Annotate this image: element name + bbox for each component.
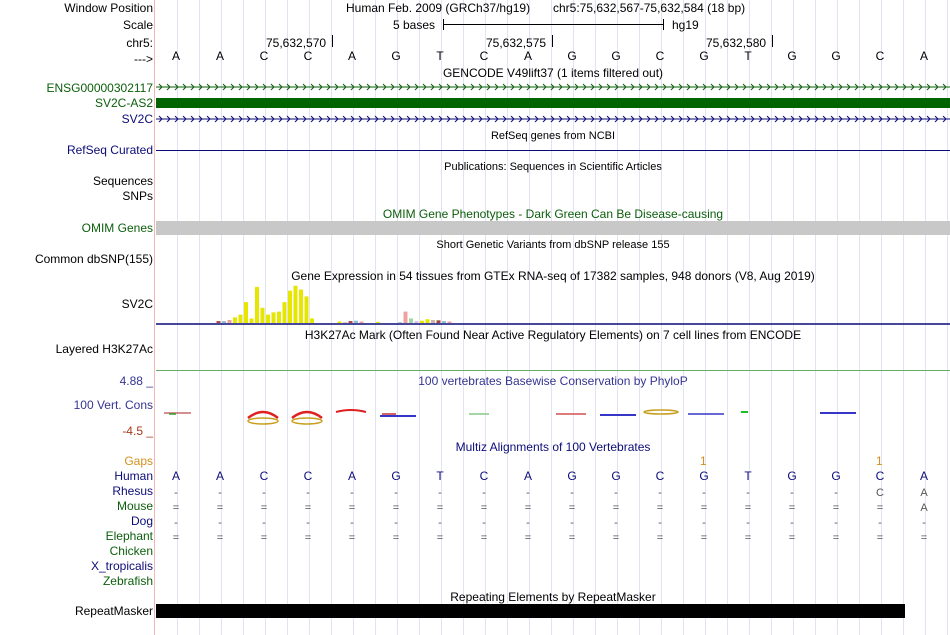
cons-arc-1	[248, 412, 278, 418]
mouse-base: =	[260, 502, 268, 514]
gtex-track-title[interactable]: Gene Expression in 54 tissues from GTEx RNA-seq of 17382 samples, 948 donors (V8, Aug 2019)	[291, 269, 815, 283]
gtex-tissue-bar	[376, 322, 380, 323]
mouse-base: =	[524, 502, 532, 514]
human-base: C	[875, 469, 885, 483]
publications-track-title[interactable]: Publications: Sequences in Scientific Articles	[444, 161, 662, 173]
rhesus-base: -	[746, 487, 750, 499]
gtex-tissue-bars	[217, 286, 452, 323]
rhesus-base: -	[658, 487, 662, 499]
mouse-base: =	[744, 502, 752, 514]
species-human-label[interactable]: Human	[114, 469, 153, 483]
elephant-base: =	[700, 532, 708, 544]
chr-label: chr5:	[126, 36, 153, 50]
ensg-strand-chevrons	[156, 84, 950, 90]
gtex-tissue-bar	[305, 296, 309, 323]
elephant-base: =	[172, 532, 180, 544]
dog-base: -	[218, 517, 222, 529]
rhesus-base: -	[570, 487, 574, 499]
h3k27ac-label[interactable]: Layered H3K27Ac	[55, 342, 153, 356]
sequence-base: C	[655, 49, 665, 63]
mouse-base: =	[832, 502, 840, 514]
repeat-track-title[interactable]: Repeating Elements by RepeatMasker	[450, 590, 656, 604]
gtex-tissue-bar	[217, 321, 221, 323]
gene-label-sv2c[interactable]: SV2C	[121, 112, 153, 126]
gtex-tissue-bar	[415, 321, 419, 323]
gene-ensg-line[interactable]	[156, 82, 950, 92]
position-readout: chr5:75,632,567-75,632,584 (18 bp)	[553, 1, 746, 15]
elephant-base: =	[744, 532, 752, 544]
gtex-tissue-bar	[294, 286, 298, 323]
gap-count: 1	[700, 454, 707, 468]
sequence-base: G	[831, 49, 841, 63]
gtex-tissue-bar	[299, 290, 303, 323]
human-base: T	[436, 469, 444, 483]
gtex-tissue-bar	[338, 321, 342, 323]
mouse-base: =	[172, 502, 180, 514]
sequence-base: A	[215, 49, 224, 63]
mouse-base: =	[216, 502, 224, 514]
dog-base: -	[790, 517, 794, 529]
cons-ring-2	[292, 418, 322, 424]
sequence-base: T	[744, 49, 752, 63]
gtex-tissue-bar	[283, 302, 287, 323]
mouse-base: =	[436, 502, 444, 514]
dog-base: -	[878, 517, 882, 529]
gaps-label[interactable]: Gaps	[124, 454, 153, 468]
elephant-base: =	[480, 532, 488, 544]
gtex-tissue-bar	[349, 321, 353, 323]
human-base: C	[479, 469, 489, 483]
coordinate-2-tick	[552, 35, 553, 47]
mouse-base: =	[876, 502, 884, 514]
dog-base: -	[570, 517, 574, 529]
gtex-tissue-bar	[409, 318, 413, 323]
human-base: A	[171, 469, 180, 483]
human-base: A	[919, 469, 928, 483]
elephant-base: =	[524, 532, 532, 544]
gtex-tissue-bar	[266, 315, 270, 323]
gene-label-ensg[interactable]: ENSG00000302117	[46, 81, 153, 95]
dog-base: -	[746, 517, 750, 529]
elephant-base: =	[568, 532, 576, 544]
dog-base: -	[350, 517, 354, 529]
mouse-base: =	[656, 502, 664, 514]
gtex-tissue-bar	[272, 312, 276, 323]
human-base: G	[831, 469, 841, 483]
sequence-base: A	[523, 49, 532, 63]
rhesus-base: -	[834, 487, 838, 499]
scale-text: 5 bases	[393, 18, 436, 32]
h3k27ac-signal-line[interactable]	[156, 370, 950, 371]
gtex-tissue-bar	[261, 308, 265, 323]
gencode-track-title[interactable]: GENCODE V49lift37 (1 items filtered out)	[442, 66, 664, 80]
sequence-base: G	[391, 49, 401, 63]
sequence-base: A	[919, 49, 928, 63]
cons-label[interactable]: 100 Vert. Cons	[73, 398, 153, 412]
dog-base: -	[438, 517, 442, 529]
sequence-base: A	[347, 49, 356, 63]
gap-count: 1	[876, 454, 883, 468]
window-position-label: Window Position	[64, 1, 153, 15]
dog-base: -	[834, 517, 838, 529]
gtex-tissue-bar	[354, 321, 358, 323]
refseq-gene-line[interactable]	[156, 150, 950, 151]
sv2c-strand-chevrons	[156, 116, 950, 122]
scale-db: hg19	[672, 18, 699, 32]
gtex-tissue-bar	[398, 322, 402, 323]
dog-base: -	[174, 517, 178, 529]
mouse-base: =	[348, 502, 356, 514]
elephant-base: =	[788, 532, 796, 544]
dog-base: -	[922, 517, 926, 529]
dog-base: -	[306, 517, 310, 529]
sequence-base: A	[171, 49, 180, 63]
gene-sv2c-line[interactable]	[156, 114, 950, 124]
gtex-gene-label[interactable]: SV2C	[121, 297, 153, 311]
dog-base: -	[394, 517, 398, 529]
human-base: G	[611, 469, 621, 483]
species-rhesus-label[interactable]: Rhesus	[112, 484, 153, 498]
rhesus-base: -	[526, 487, 530, 499]
species-elephant-label[interactable]: Elephant	[105, 529, 153, 543]
gtex-tissue-bar	[244, 302, 248, 323]
gtex-tissue-bar	[431, 320, 435, 323]
gtex-tissue-bar	[255, 287, 259, 323]
coordinate-3-tick	[772, 35, 773, 47]
gtex-expression-graph[interactable]	[156, 283, 950, 327]
human-base: C	[655, 469, 665, 483]
gtex-tissue-bar	[442, 321, 446, 323]
elephant-base: =	[612, 532, 620, 544]
cons-ring-3	[644, 410, 678, 414]
human-base: A	[347, 469, 356, 483]
sequence-base: C	[875, 49, 885, 63]
sequence-base: G	[567, 49, 577, 63]
sequences-label[interactable]: Sequences	[92, 174, 153, 188]
rhesus-base: -	[262, 487, 266, 499]
gtex-tissue-bar	[448, 321, 452, 323]
scale-bar-right-tick	[663, 19, 664, 30]
rhesus-base: -	[614, 487, 618, 499]
rhesus-base: -	[306, 487, 310, 499]
rhesus-base: -	[482, 487, 486, 499]
gtex-tissue-bar	[250, 318, 254, 323]
mouse-base: =	[612, 502, 620, 514]
cons-min-label: -4.5 _	[122, 424, 153, 438]
refseq-label[interactable]: RefSeq Curated	[66, 143, 153, 157]
sequence-base: C	[479, 49, 489, 63]
elephant-base: =	[392, 532, 400, 544]
species-mouse-label[interactable]: Mouse	[116, 499, 153, 513]
cons-ring-1	[248, 418, 278, 424]
dbsnp-label[interactable]: Common dbSNP(155)	[34, 252, 153, 266]
omim-gene-block[interactable]	[156, 221, 950, 235]
sequence-base: G	[611, 49, 621, 63]
gene-sv2c-as2-block[interactable]	[156, 98, 950, 108]
rhesus-base: -	[438, 487, 442, 499]
gtex-tissue-bar	[239, 315, 243, 323]
rhesus-base: -	[350, 487, 354, 499]
elephant-base: =	[304, 532, 312, 544]
repeatmasker-label[interactable]: RepeatMasker	[74, 604, 153, 618]
gtex-tissue-bar	[233, 317, 237, 323]
elephant-base: =	[832, 532, 840, 544]
human-base: A	[215, 469, 224, 483]
rhesus-base: C	[876, 487, 884, 499]
rhesus-base: -	[790, 487, 794, 499]
h3k27ac-track-title[interactable]: H3K27Ac Mark (Often Found Near Active Regulatory Elements) on 7 cell lines from ENCODE	[304, 328, 802, 342]
elephant-base: =	[656, 532, 664, 544]
mouse-base: =	[392, 502, 400, 514]
human-base: G	[787, 469, 797, 483]
scale-bar	[443, 24, 663, 25]
strand-arrow-label: --->	[134, 52, 153, 66]
scale-label: Scale	[122, 18, 153, 32]
elephant-base: =	[348, 532, 356, 544]
sequence-base: C	[303, 49, 313, 63]
human-base: C	[303, 469, 313, 483]
mouse-base: A	[920, 502, 928, 514]
dog-base: -	[526, 517, 530, 529]
conservation-graph[interactable]	[156, 402, 950, 428]
mouse-base: =	[700, 502, 708, 514]
omim-track-title[interactable]: OMIM Gene Phenotypes - Dark Green Can Be Disease-causing	[382, 207, 724, 221]
sequence-base: C	[259, 49, 269, 63]
human-base: G	[391, 469, 401, 483]
sequence-base: G	[787, 49, 797, 63]
elephant-base: =	[920, 532, 928, 544]
rhesus-base: -	[394, 487, 398, 499]
gtex-tissue-bar	[310, 318, 314, 323]
gtex-tissue-bar	[420, 321, 424, 323]
mouse-base: =	[568, 502, 576, 514]
elephant-base: =	[436, 532, 444, 544]
human-base: G	[699, 469, 709, 483]
species-xtropicalis-label[interactable]: X_tropicalis	[90, 559, 153, 573]
human-base: G	[567, 469, 577, 483]
gtex-tissue-bar	[343, 322, 347, 323]
rhesus-base: -	[702, 487, 706, 499]
gtex-tissue-bar	[437, 320, 441, 323]
rhesus-base: -	[218, 487, 222, 499]
dog-base: -	[614, 517, 618, 529]
gtex-tissue-bar	[426, 319, 430, 323]
sequence-base: T	[436, 49, 444, 63]
coordinate-3: 75,632,580	[706, 36, 767, 50]
human-base: A	[523, 469, 532, 483]
snps-label[interactable]: SNPs	[122, 189, 153, 203]
elephant-base: =	[876, 532, 884, 544]
refseq-track-title[interactable]: RefSeq genes from NCBI	[490, 130, 616, 142]
gtex-tissue-bar	[222, 321, 226, 323]
multiz-track-title[interactable]: Multiz Alignments of 100 Vertebrates	[455, 440, 651, 454]
dog-base: -	[482, 517, 486, 529]
species-dog-label[interactable]: Dog	[130, 514, 153, 528]
dog-base: -	[658, 517, 662, 529]
dog-base: -	[262, 517, 266, 529]
repeat-element-block[interactable]	[156, 604, 905, 618]
rhesus-base: A	[920, 487, 928, 499]
cons-arc-2	[292, 412, 322, 418]
sequence-base: G	[699, 49, 709, 63]
coordinate-1-tick	[332, 35, 333, 47]
cons-track-title[interactable]: 100 vertebrates Basewise Conservation by PhyloP	[418, 374, 688, 388]
mouse-base: =	[788, 502, 796, 514]
rhesus-base: -	[174, 487, 178, 499]
cons-max-label: 4.88 _	[119, 374, 153, 388]
coordinate-2: 75,632,575	[486, 36, 547, 50]
gene-label-sv2c-as2[interactable]: SV2C-AS2	[94, 96, 153, 110]
mouse-base: =	[304, 502, 312, 514]
cons-arc-3	[336, 410, 366, 412]
coordinate-1: 75,632,570	[266, 36, 327, 50]
dbsnp-track-title[interactable]: Short Genetic Variants from dbSNP release 155	[436, 239, 670, 251]
human-base: T	[744, 469, 752, 483]
scale-bar-left-tick	[443, 19, 444, 30]
gtex-tissue-bar	[277, 312, 281, 323]
dog-base: -	[702, 517, 706, 529]
species-chicken-label[interactable]: Chicken	[109, 544, 153, 558]
gtex-tissue-bar	[404, 312, 408, 323]
gtex-tissue-bar	[288, 291, 292, 323]
gtex-tissue-bar	[228, 320, 232, 323]
species-zebrafish-label[interactable]: Zebrafish	[102, 574, 153, 588]
elephant-base: =	[260, 532, 268, 544]
assembly-title: Human Feb. 2009 (GRCh37/hg19)	[346, 1, 531, 15]
gtex-tissue-bar	[360, 321, 364, 323]
human-base: C	[259, 469, 269, 483]
omim-label[interactable]: OMIM Genes	[81, 221, 153, 235]
elephant-base: =	[216, 532, 224, 544]
mouse-base: =	[480, 502, 488, 514]
